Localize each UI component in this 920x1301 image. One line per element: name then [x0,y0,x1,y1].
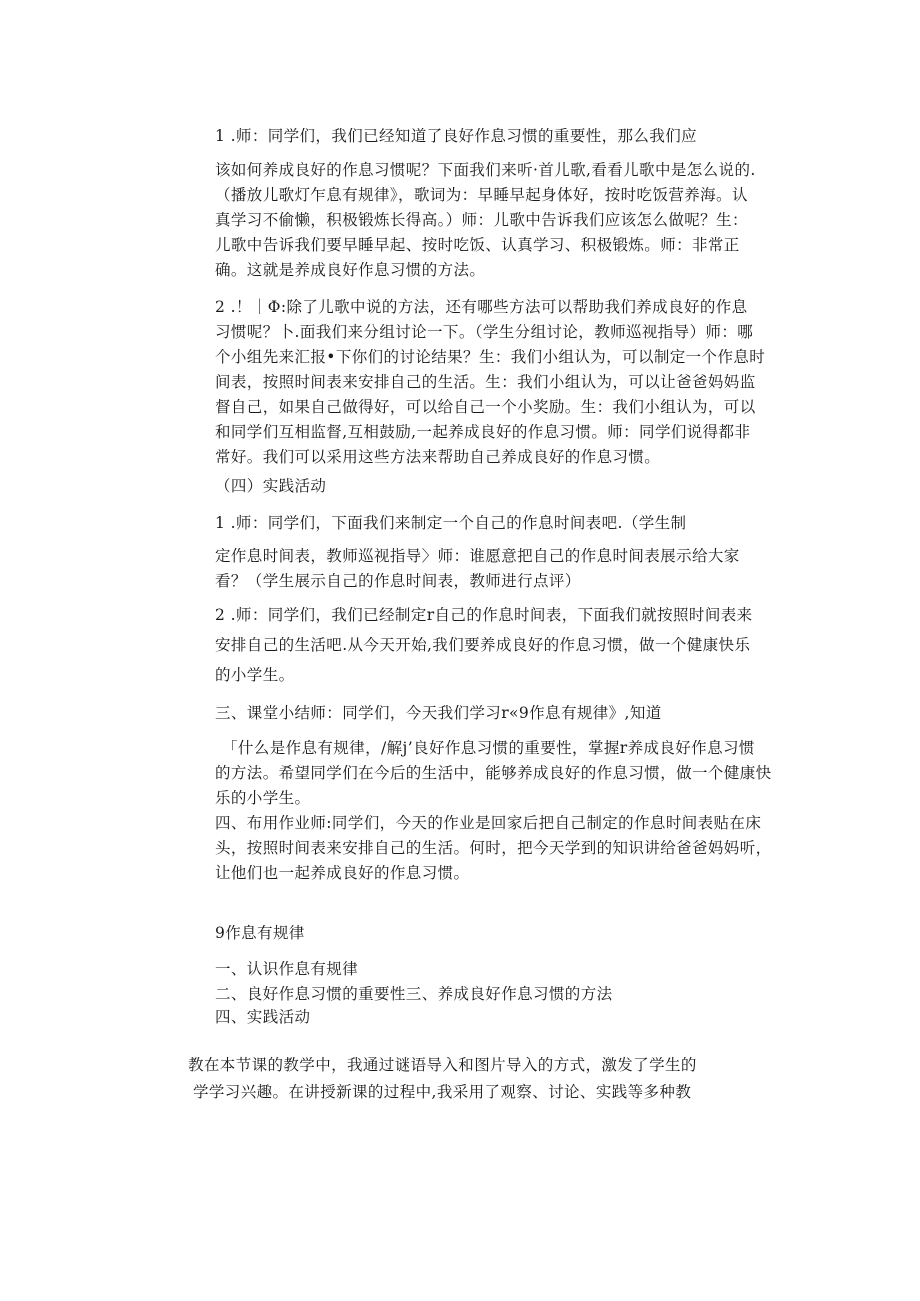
section-heading: 三、课堂小结师：同学们，今天我们学习r«9作息有规律》,知道 [215,704,662,722]
section-heading: 四、布用作业师:同学们，今天的作业是回家后把自己制定的作息时间表贴在床 [215,814,762,832]
text-line: 定作息时间表，教师巡视指导〉师：谁愿意把自己的作息时间表展示给大家 [215,547,740,565]
board-item: 二、良好作息习惯的重要性三、养成良好作息习惯的方法 [215,985,613,1003]
text-line: 「什么是作息有规律，/解j’良好作息习惯的重要性，掌握r养成良好作息习惯 [222,739,755,757]
text-line: 让他们也一起养成良好的作息习惯。 [215,864,470,882]
reflection-line: 学学习兴趣。在讲授新课的过程中,我采用了观察、讨论、实践等多种教 [193,1083,692,1101]
text-line: 1 .师：同学们，下面我们来制定一个自己的作息时间表吧.（学生制 [215,514,687,532]
board-item: 一、认识作息有规律 [215,960,359,978]
board-title: 9作息有规律 [215,924,305,942]
reflection-line: 教在本节课的教学中，我通过谜语导入和图片导入的方式，激发了学生的 [188,1056,697,1074]
text-line: 的方法。希望同学们在今后的生活中，能够养成良好的作息习惯，做一个健康快 [215,764,772,782]
text-line: （播放儿歌灯乍息有规律》，歌词为：早睡早起身体好，按时吃饭营养海。认 [215,186,748,204]
text-line: 的小学生。 [215,666,295,684]
section-heading: （四）实践活动 [215,477,327,495]
text-line: 儿歌中告诉我们要早睡早起、按时吃饭、认真学习、积极锻炼。师：非常正 [215,236,740,254]
text-line: 该如何养成良好的作息习惯呢？下面我们来听·首儿歌,看看儿歌中是怎么说的. [215,161,756,179]
text-line: 个小组先来汇报•下你们的讨论结果？生：我们小组认为，可以制定一个作息时 [215,348,766,366]
text-line: 习惯呢？卜.面我们来分组讨论一下。（学生分组讨论，教师巡视指导）师：哪 [215,323,754,341]
text-line: 2 .！｜Φ:除了儿歌中说的方法，还有哪些方法可以帮助我们养成良好的作息 [215,298,748,316]
text-line: 确。这就是养成良好作息习惯的方法。 [215,261,486,279]
text-line: 督自己，如果自己做得好，可以给自己一个小奖励。生：我们小组认为，可以 [215,398,756,416]
text-line: 看？（学生展示自己的作息时间表，教师进行点评） [215,572,581,590]
text-line: 和同学们互相监督,互相鼓励,一起养成良好的作息习惯。师：同学们说得都非 [215,423,751,441]
text-line: 常好。我们可以采用这些方法来帮助自己养成良好的作息习惯。 [215,448,661,466]
text-line: 安排自己的生活吧.从今天开始,我们要养成良好的作息习惯，做一个健康快乐 [215,636,751,654]
text-line: 间表，按照时间表来安排自己的生活。生：我们小组认为，可以让爸爸妈妈监 [215,373,756,391]
text-line: 1 .师：同学们，我们已经知道了良好作息习惯的重要性，那么我们应 [215,127,698,145]
text-line: 2 .师：同学们，我们已经制定r自己的作息时间表，下面我们就按照时间表来 [215,606,753,624]
board-item: 四、实践活动 [215,1008,311,1026]
text-line: 乐的小学生。 [215,789,311,807]
text-line: 真学习不偷懒，积极锻炼长得高。）师：儿歌中告诉我们应该怎么做呢？生： [215,211,748,229]
text-line: 头，按照时间表来安排自己的生活。何时，把今天学到的知识讲给爸爸妈妈听， [215,839,772,857]
